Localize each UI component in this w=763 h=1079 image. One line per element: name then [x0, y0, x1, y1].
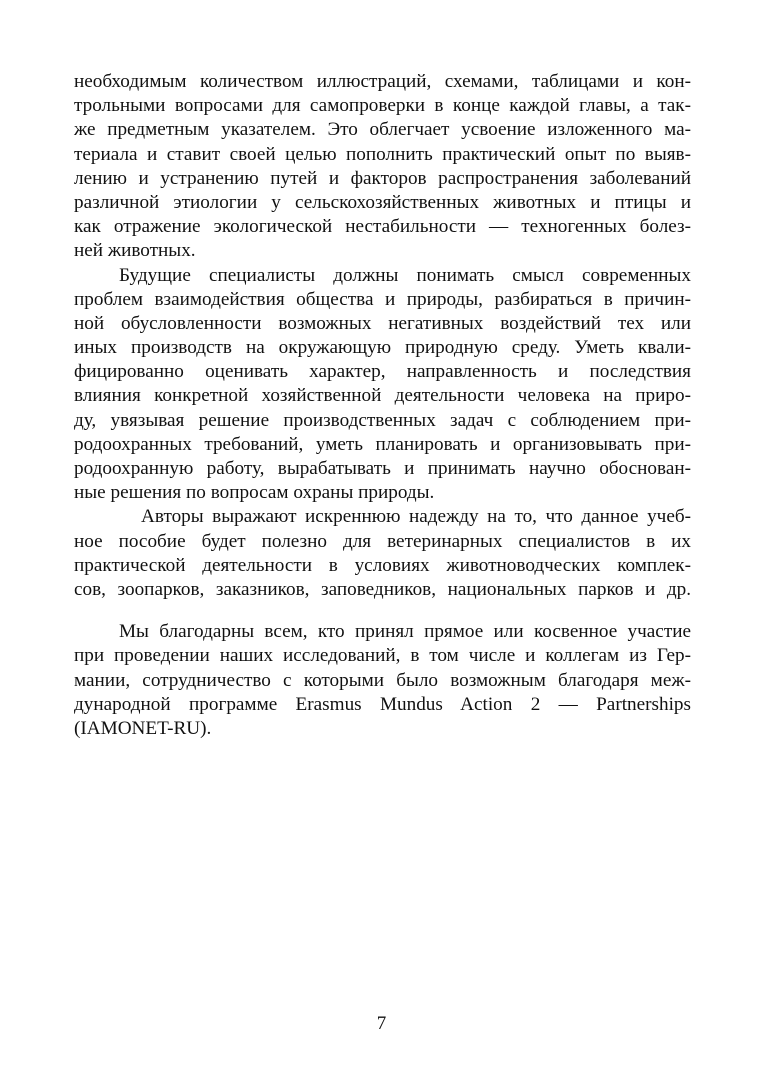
- text-line: практической деятельности в условиях животноводческих комплек-: [74, 554, 691, 576]
- text-line: же предметным указателем. Это облегчает усвоение изложенного ма-: [74, 119, 691, 141]
- text-line: ной обусловленности возможных негативных воздействий тех или: [74, 312, 691, 334]
- text-line: иных производств на окружающую природную среду. Уметь квали-: [74, 337, 691, 359]
- text-line: сов, зоопарков, заказников, заповедников, национальных парков и др.: [74, 578, 691, 600]
- paragraph-spacer: [74, 602, 691, 620]
- text-line: родоохранных требований, уметь планировать и организовывать при-: [74, 433, 691, 455]
- text-line: родоохранную работу, вырабатывать и принимать научно обоснован-: [74, 458, 691, 479]
- text-line: трольными вопросами для самопроверки в конце каждой главы, а так-: [74, 95, 691, 117]
- paragraph-intro-continuation: [74, 70, 691, 264]
- page-number: 7: [376, 1013, 387, 1034]
- text-line: лению и устранению путей и факторов распространения заболеваний: [74, 167, 691, 189]
- text-line: при проведении наших исследований, в том числе и коллегам из Гер-: [74, 645, 691, 667]
- text-line: фицированно оценивать характер, направленность и последствия: [74, 361, 691, 383]
- text-line: дународной программе Erasmus Mundus Action 2 — Partnerships: [74, 693, 691, 715]
- text-line: проблем взаимодействия общества и природы, разбираться в причин-: [74, 288, 691, 310]
- text-line: различной этиологии у сельскохозяйственных животных и птицы и: [74, 191, 691, 213]
- text-line: (IAMONET-RU).: [74, 717, 212, 739]
- paragraph-acknowledgements: [74, 620, 691, 741]
- text-line: Мы благодарны всем, кто принял прямое или косвенное участие: [119, 621, 691, 643]
- paragraph-future-specialists: [74, 264, 691, 506]
- text-line: Авторы выражают искреннюю надежду на то, что данное учеб-: [141, 506, 691, 528]
- text-line: влияния конкретной хозяйственной деятельности человека на приро-: [74, 385, 691, 407]
- text-line: мании, сотрудничество с которыми было возможным благодаря меж-: [74, 669, 691, 691]
- text-line: ные решения по вопросам охраны природы.: [74, 482, 435, 504]
- text-line: ное пособие будет полезно для ветеринарных специалистов в их: [74, 530, 691, 552]
- text-line: как отражение экологической нестабильности — техногенных болез-: [74, 216, 691, 238]
- paragraph-authors-hope: [74, 505, 691, 602]
- text-line: ней животных.: [74, 240, 196, 262]
- text-line: териала и ставит своей целью пополнить практический опыт по выяв-: [74, 143, 691, 165]
- text-line: ду, увязывая решение производственных задач с соблюдением при-: [74, 409, 691, 431]
- body-text: [74, 70, 691, 741]
- text-line: необходимым количеством иллюстраций, схемами, таблицами и кон-: [74, 71, 691, 92]
- text-line: Будущие специалисты должны понимать смысл современных: [119, 264, 691, 286]
